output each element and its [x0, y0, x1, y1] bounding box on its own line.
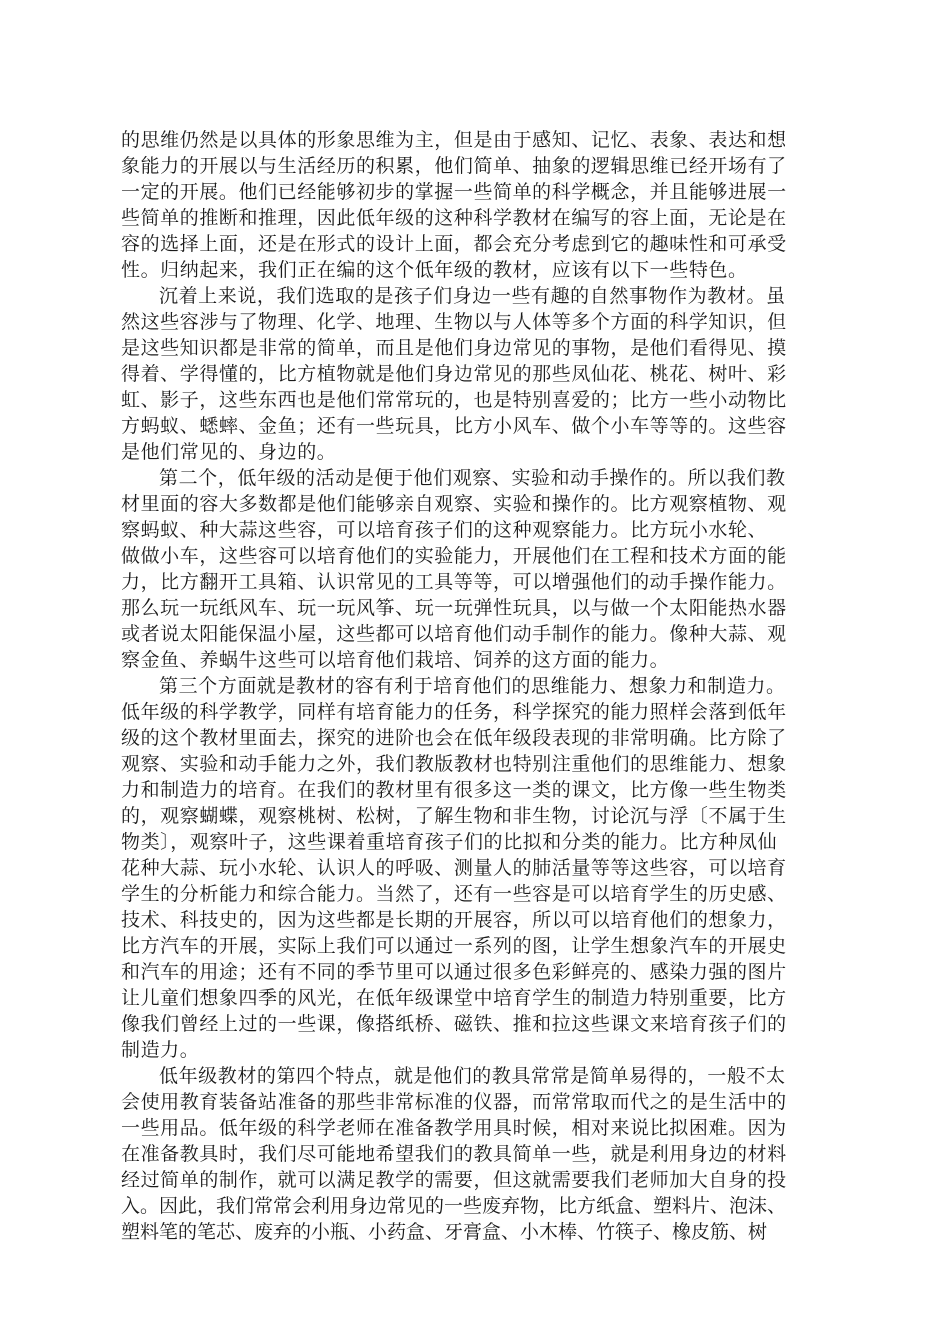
text-line: 做做小车，这些容可以培育他们的实验能力，开展他们在工程和技术方面的能	[121, 545, 787, 567]
text-line: 察蚂蚁、种大蒜这些容，可以培育孩子们的这种观察能力。比方玩小水轮、	[121, 519, 768, 541]
text-line: 学生的分析能力和综合能力。当然了，还有一些容是可以培育学生的历史感、	[121, 883, 787, 905]
text-line: 容的选择上面，还是在形式的设计上面，都会充分考虑到它的趣味性和可承受	[121, 233, 787, 255]
text-line: 一定的开展。他们已经能够初步的掌握一些简单的科学概念，并且能够进展一	[121, 181, 787, 203]
text-line: 象能力的开展以与生活经历的积累，他们简单、抽象的逻辑思维已经开场有了	[121, 155, 787, 177]
text-line: 的思维仍然是以具体的形象思维为主，但是由于感知、记忆、表象、表达和想	[121, 129, 787, 151]
text-line: 观察、实验和动手能力之外，我们教版教材也特别注重他们的思维能力、想象	[121, 753, 787, 775]
text-line: 方蚂蚁、蟋蟀、金鱼；还有一些玩具，比方小风车、做个小车等等的。这些容	[121, 415, 787, 437]
text-line: 级的这个教材里面去，探究的进阶也会在低年级段表现的非常明确。比方除了	[121, 727, 787, 749]
text-line: 经过简单的制作，就可以满足教学的需要，但这就需要我们老师加大自身的投	[121, 1169, 787, 1191]
text-line: 得着、学得懂的，比方植物就是他们身边常见的那些凤仙花、桃花、树叶、彩	[121, 363, 787, 385]
text-line: 在准备教具时，我们尽可能地希望我们的教具简单一些，就是利用身边的材料	[121, 1143, 787, 1165]
text-line: 是他们常见的、身边的。	[121, 441, 337, 463]
text-line: 那么玩一玩纸风车、玩一玩风筝、玩一玩弹性玩具，以与做一个太阳能热水器	[121, 597, 787, 619]
text-line: 塑料笔的笔芯、废弃的小瓶、小药盒、牙膏盒、小木棒、竹筷子、橡皮筋、树	[121, 1221, 768, 1243]
paragraph-first-line: 低年级教材的第四个特点，就是他们的教具常常是简单易得的，一般不太	[159, 1065, 786, 1087]
text-line: 些简单的推断和推理，因此低年级的这种科学教材在编写的容上面，无论是在	[121, 207, 787, 229]
text-line: 制造力。	[121, 1039, 200, 1061]
text-line: 性。归纳起来，我们正在编的这个低年级的教材，应该有以下一些特色。	[121, 259, 748, 281]
text-line: 会使用教育装备站准备的那些非常标准的仪器，而常常取而代之的是生活中的	[121, 1091, 787, 1113]
paragraph-first-line: 第二个，低年级的活动是便于他们观察、实验和动手操作的。所以我们教	[159, 467, 786, 489]
text-line: 虹、影子，这些东西也是他们常常玩的，也是特别喜爱的；比方一些小动物比	[121, 389, 787, 411]
text-line: 一些用品。低年级的科学老师在准备教学用具时候，相对来说比拟困难。因为	[121, 1117, 787, 1139]
text-line: 材里面的容大多数都是他们能够亲自观察、实验和操作的。比方观察植物、观	[121, 493, 787, 515]
paragraph-first-line: 沉着上来说，我们选取的是孩子们身边一些有趣的自然事物作为教材。虽	[159, 285, 786, 307]
text-line: 花种大蒜、玩小水轮、认识人的呼吸、测量人的肺活量等等这些容，可以培育	[121, 857, 787, 879]
text-line: 力，比方翻开工具箱、认识常见的工具等等，可以增强他们的动手操作能力。	[121, 571, 787, 593]
text-line: 或者说太阳能保温小屋，这些都可以培育他们动手制作的能力。像种大蒜、观	[121, 623, 787, 645]
paragraph-first-line: 第三个方面就是教材的容有利于培育他们的思维能力、想象力和制造力。	[159, 675, 786, 697]
text-line: 物类〕，观察叶子，这些课着重培育孩子们的比拟和分类的能力。比方种凤仙	[121, 831, 778, 853]
text-line: 和汽车的用途；还有不同的季节里可以通过很多色彩鲜亮的、感染力强的图片	[121, 961, 787, 983]
text-line: 的，观察蝴蝶，观察桃树、松树，了解生物和非生物，讨论沉与浮〔不属于生	[121, 805, 787, 827]
text-line: 比方汽车的开展，实际上我们可以通过一系列的图，让学生想象汽车的开展史	[121, 935, 787, 957]
text-line: 技术、科技史的，因为这些都是长期的开展容，所以可以培育他们的想象力，	[121, 909, 787, 931]
text-line: 是这些知识都是非常的简单，而且是他们身边常见的事物，是他们看得见、摸	[121, 337, 787, 359]
text-line: 力和制造力的培育。在我们的教材里有很多这一类的课文，比方像一些生物类	[121, 779, 787, 801]
text-line: 入。因此，我们常常会利用身边常见的一些废弃物，比方纸盒、塑料片、泡沫、	[121, 1195, 787, 1217]
text-line: 像我们曾经上过的一些课，像搭纸桥、磁铁、推和拉这些课文来培育孩子们的	[121, 1013, 787, 1035]
text-line: 然这些容涉与了物理、化学、地理、生物以与人体等多个方面的科学知识，但	[121, 311, 787, 333]
text-line: 低年级的科学教学，同样有培育能力的任务，科学探究的能力照样会落到低年	[121, 701, 787, 723]
text-line: 察金鱼、养蜗牛这些可以培育他们栽培、饲养的这方面的能力。	[121, 649, 670, 671]
text-line: 让儿童们想象四季的风光，在低年级课堂中培育学生的制造力特别重要，比方	[121, 987, 787, 1009]
